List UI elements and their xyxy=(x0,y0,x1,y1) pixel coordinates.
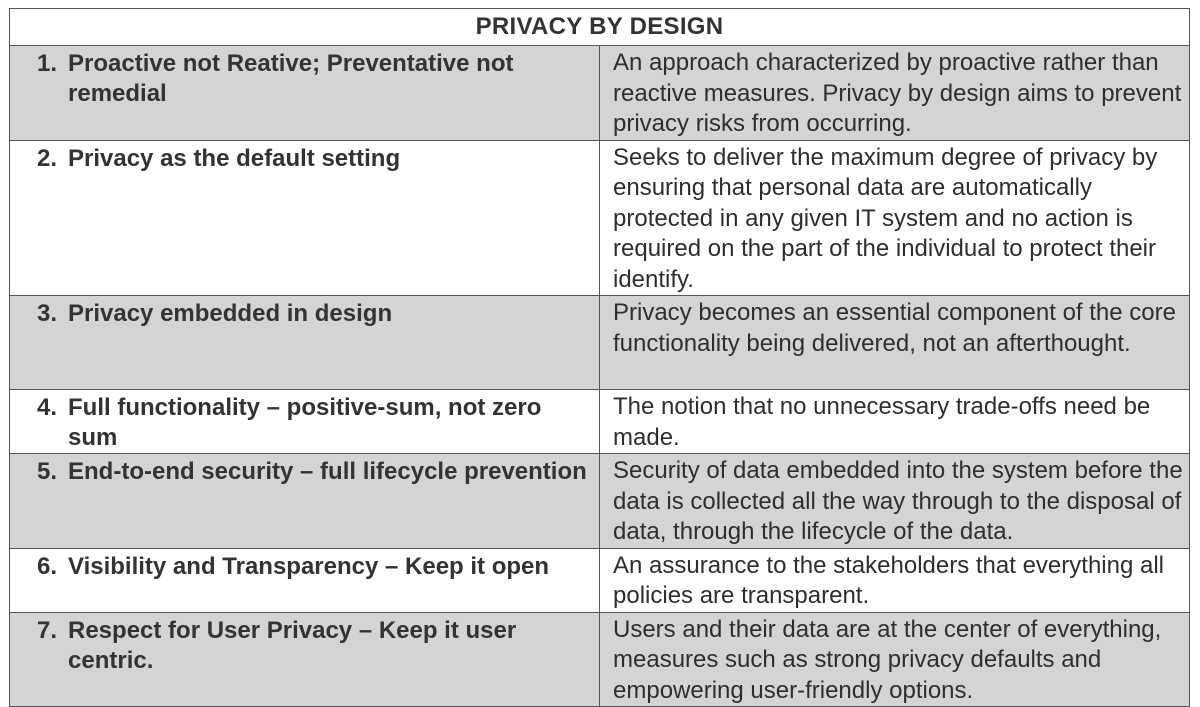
principle-cell xyxy=(10,140,600,296)
principle-title: Privacy as the default setting xyxy=(68,144,401,172)
principle-cell xyxy=(10,612,600,707)
principle-cell xyxy=(10,454,600,549)
principle-description: Users and their data are at the center of everything, measures such as strong privacy defaults and empowering user-friendly options. xyxy=(600,612,1190,707)
principle-cell xyxy=(10,296,600,390)
principle-description: Seeks to deliver the maximum degree of privacy by ensuring that personal data are automatically protected in any given IT system and no action is required on the part of the individual to protect their identify. xyxy=(600,140,1190,296)
table-row xyxy=(10,390,1190,454)
principle-number: 3. xyxy=(36,300,57,327)
principle-description: Security of data embedded into the system before the data is collected all the way through to the disposal of data, through the lifecycle of the data. xyxy=(600,454,1190,549)
principle-description: An assurance to the stakeholders that everything all policies are transparent. xyxy=(600,548,1190,612)
principle-title: Full functionality – positive-sum, not zero sum xyxy=(68,394,542,451)
principle-description: Privacy becomes an essential component of the core functionality being delivered, not an afterthought. xyxy=(600,296,1190,390)
principle-number: 7. xyxy=(36,616,57,644)
principle-number: 6. xyxy=(36,552,57,580)
principle-title: Privacy embedded in design xyxy=(68,300,393,327)
principle-title: Proactive not Reative; Preventative not remedial xyxy=(68,50,514,107)
principle-description: The notion that no unnecessary trade-offs need be made. xyxy=(600,390,1190,454)
table-row xyxy=(10,454,1190,549)
table-row xyxy=(10,612,1190,707)
principle-number: 1. xyxy=(36,50,57,77)
principle-title: End-to-end security – full lifecycle prevention xyxy=(68,458,587,485)
principle-cell xyxy=(10,548,600,612)
principle-description: An approach characterized by proactive rather than reactive measures. Privacy by design aims to prevent privacy risks from occurring. xyxy=(600,46,1190,141)
principle-cell xyxy=(10,46,600,141)
table-title: PRIVACY BY DESIGN xyxy=(10,9,1190,46)
table-row xyxy=(10,140,1190,296)
table-row xyxy=(10,548,1190,612)
principle-number: 2. xyxy=(36,144,57,172)
table-row xyxy=(10,46,1190,141)
principle-number: 5. xyxy=(36,458,57,485)
privacy-by-design-table xyxy=(9,8,1190,707)
principle-title: Visibility and Transparency – Keep it open xyxy=(68,552,550,580)
principle-title: Respect for User Privacy – Keep it user centric. xyxy=(68,616,517,674)
table-row xyxy=(10,296,1190,390)
table-header-row xyxy=(10,9,1190,46)
principle-number: 4. xyxy=(36,394,57,421)
principle-cell xyxy=(10,390,600,454)
